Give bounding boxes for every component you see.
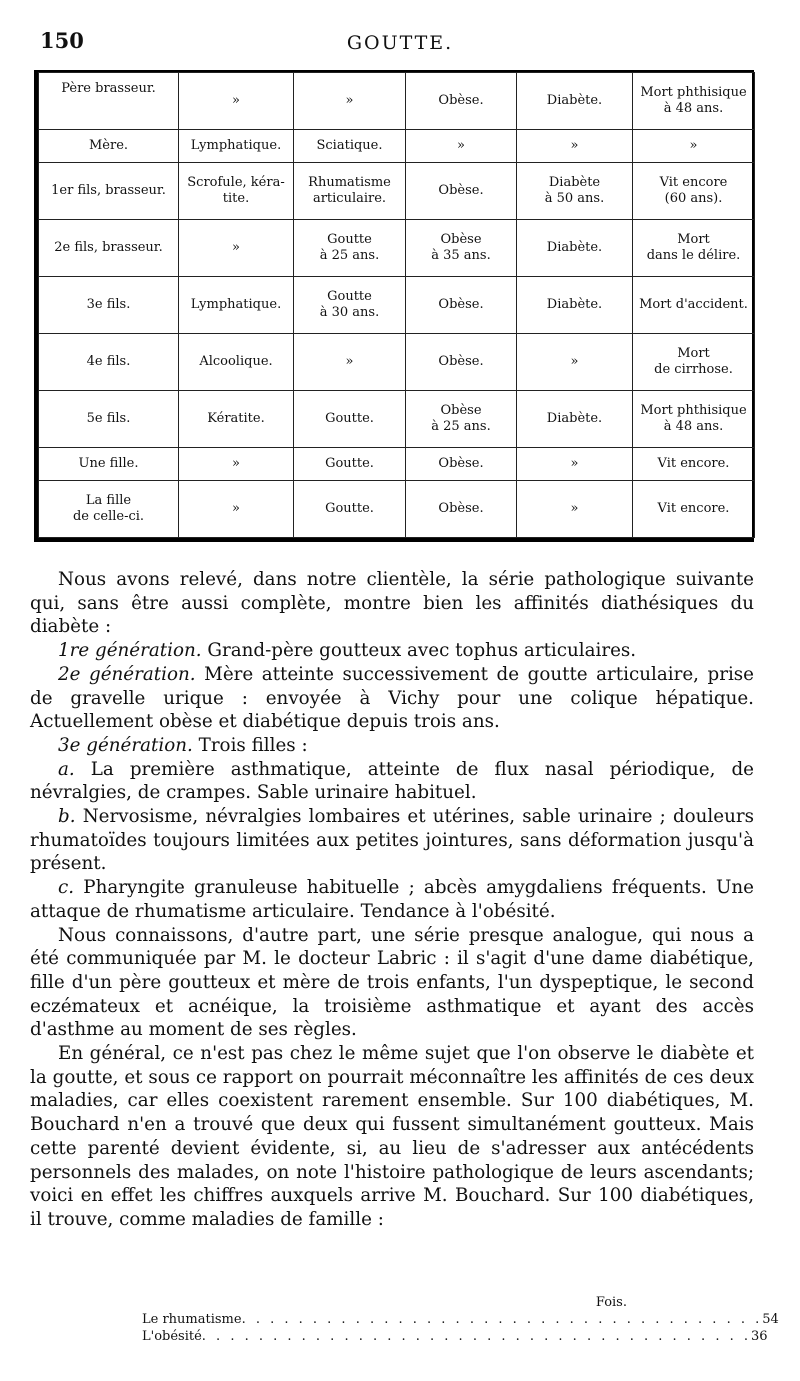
table-row: [39, 334, 755, 391]
leader-dots: . . . . . . . . . . . . . . . . . . . . . . . . . . . . . . . . . . . . . . .: [201, 1329, 751, 1344]
table-row: [39, 448, 755, 480]
page-header: [40, 28, 760, 58]
paragraph-bouchard: En général, ce n'est pas chez le même sujet que l'on observe le diabète et la goutte, et sous ce rapport on pourrait méconnaître les affinités de ces deux maladies, car elles coexistent rarement ensemble. Sur 100 diabétiques, M. Bouchard n'en a trouvé que deux qui fussent simultanément goutteux. Mais cette parenté devient évidente, si, au lieu de s'adresser aux antécédents personnels des malades, on note l'histoire pathologique de leurs ascendants; voici en effet les chiffres auxquels arrive M. Bouchard. Sur 100 diabétiques, il trouve, comme maladies de famille :: [30, 1043, 754, 1230]
table-cell: Goutte.: [294, 448, 406, 480]
family-table: [34, 70, 754, 542]
person-cell: La fille de celle-ci.: [39, 480, 179, 537]
table-cell: Kératite.: [179, 391, 294, 448]
table-cell: Obèse à 35 ans.: [406, 219, 517, 276]
table-cell: Obèse.: [406, 480, 517, 537]
table-cell: »: [633, 130, 755, 162]
table-cell: Obèse.: [406, 334, 517, 391]
tally-row: [142, 1328, 768, 1345]
table-cell: »: [517, 480, 633, 537]
table-cell: Vit encore.: [633, 448, 755, 480]
table-cell: »: [294, 334, 406, 391]
item-c-label: c.: [58, 877, 75, 899]
person-cell: Mère.: [39, 130, 179, 162]
paragraph-labric: Nous connaissons, d'autre part, une série presque analogue, qui nous a été communiquée par M. le docteur Labric : il s'agit d'une dame diabétique, fille d'un père goutteux et mère de trois enfants, l'un dyspeptique, le second eczémateux et acnéique, la troisième asthmatique et ayant des accès d'asthme au moment de ses règles.: [30, 924, 754, 1041]
table-cell: »: [406, 130, 517, 162]
table-row: [39, 276, 755, 333]
person-cell: 1er fils, brasseur.: [39, 162, 179, 219]
table-cell: Mort phthisique à 48 ans.: [633, 73, 755, 130]
table-cell: Obèse à 25 ans.: [406, 391, 517, 448]
tally-row: [142, 1311, 779, 1328]
person-cell: 5e fils.: [39, 391, 179, 448]
generation-1-label: 1re génération.: [58, 640, 202, 662]
table-cell: Mort phthisique à 48 ans.: [633, 391, 755, 448]
generation-2: [30, 663, 754, 734]
table-cell: Mort d'accident.: [633, 276, 755, 333]
tally-label: L'obésité: [142, 1329, 202, 1344]
table-cell: Diabète.: [517, 73, 633, 130]
table-cell: »: [179, 448, 294, 480]
person-cell: 2e fils, brasseur.: [39, 219, 179, 276]
table-cell: Vit encore (60 ans).: [633, 162, 755, 219]
person-cell: 4e fils.: [39, 334, 179, 391]
person-cell: 3e fils.: [39, 276, 179, 333]
table-cell: Diabète.: [517, 391, 633, 448]
tally-value: 36: [751, 1329, 768, 1344]
generation-3-text: Trois filles :: [198, 734, 308, 756]
page-number: 150: [40, 28, 84, 53]
table-cell: Goutte à 30 ans.: [294, 276, 406, 333]
table-cell: Mort dans le délire.: [633, 219, 755, 276]
generation-3-label: 3e génération.: [58, 734, 193, 756]
generation-1-text: Grand-père goutteux avec tophus articulaires.: [207, 640, 637, 662]
generation-2-label: 2e génération.: [58, 663, 196, 685]
table-cell: »: [517, 448, 633, 480]
person-cell: Père brasseur.: [39, 61, 179, 118]
table-cell: Goutte.: [294, 391, 406, 448]
generation-1: [30, 639, 754, 663]
table-row: [39, 219, 755, 276]
tally-value: 54: [762, 1312, 779, 1327]
table-cell: Rhumatisme articulaire.: [294, 162, 406, 219]
table-cell: Goutte.: [294, 480, 406, 537]
table-cell: Scrofule, kéra- tite.: [179, 162, 294, 219]
table-cell: Obèse.: [406, 73, 517, 130]
table-row: [39, 162, 755, 219]
item-a: [30, 758, 754, 805]
table-cell: Obèse.: [406, 162, 517, 219]
item-b: [30, 805, 754, 876]
table-cell: Lymphatique.: [179, 130, 294, 162]
table-cell: »: [179, 73, 294, 130]
table-row: [39, 130, 755, 162]
paragraph-intro: Nous avons relevé, dans notre clientèle, la série pathologique suivante qui, sans être aussi complète, montre bien les affinités diathésiques du diabète :: [30, 569, 754, 638]
table-cell: Alcoolique.: [179, 334, 294, 391]
table-row: [39, 480, 755, 537]
item-a-label: a.: [58, 758, 75, 780]
table-cell: Obèse.: [406, 448, 517, 480]
tally-unit: Fois.: [595, 1295, 627, 1310]
family-disease-tally: [142, 1294, 779, 1345]
leader-dots: . . . . . . . . . . . . . . . . . . . . . . . . . . . . . . . . . . . . .: [241, 1312, 763, 1327]
item-a-text: La première asthmatique, atteinte de flux nasal périodique, de névralgies, de crampes. Sable urinaire habituel.: [30, 758, 754, 804]
person-cell: Une fille.: [39, 448, 179, 480]
body-text: [30, 568, 754, 1232]
item-c: [30, 876, 754, 923]
generation-2-text: Mère atteinte successivement de goutte articulaire, prise de gravelle urique : envoyée à Vichy pour une colique hépatique. Actuellement obèse et diabétique depuis trois ans.: [30, 663, 755, 733]
table-cell: Mort de cirrhose.: [633, 334, 755, 391]
table-cell: Diabète.: [517, 219, 633, 276]
running-title: GOUTTE.: [346, 32, 454, 54]
item-b-text: Nervosisme, névralgies lombaires et utérines, sable urinaire ; douleurs rhumatoïdes toujours limitées aux petites jointures, sans déformation jusqu'à présent.: [30, 806, 754, 875]
table-row: [39, 73, 755, 130]
generation-3: [30, 734, 754, 758]
tally-label: Le rhumatisme: [142, 1312, 242, 1327]
table-cell: »: [517, 334, 633, 391]
item-b-label: b.: [58, 806, 76, 828]
table-cell: Diabète.: [517, 276, 633, 333]
table-cell: »: [294, 73, 406, 130]
table-cell: Goutte à 25 ans.: [294, 219, 406, 276]
table-cell: Diabète à 50 ans.: [517, 162, 633, 219]
table-cell: »: [179, 480, 294, 537]
table-cell: Vit encore.: [633, 480, 755, 537]
table-cell: Sciatique.: [294, 130, 406, 162]
table-cell: »: [517, 130, 633, 162]
table-cell: »: [179, 219, 294, 276]
table-row: [39, 391, 755, 448]
item-c-text: Pharyngite granuleuse habituelle ; abcès amygdaliens fréquents. Une attaque de rhumatisme articulaire. Tendance à l'obésité.: [30, 877, 755, 922]
table-cell: Obèse.: [406, 276, 517, 333]
table-cell: Lymphatique.: [179, 276, 294, 333]
